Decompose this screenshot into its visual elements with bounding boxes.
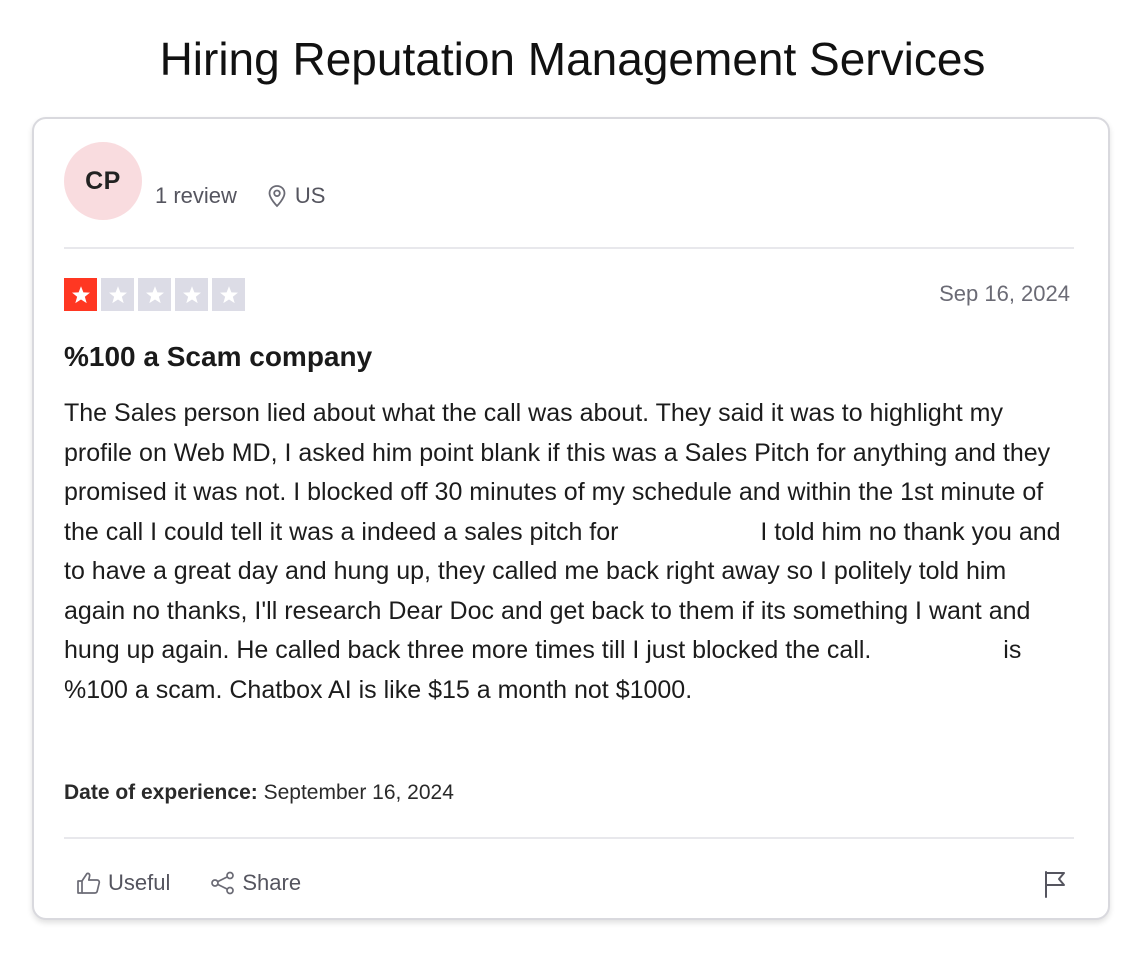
date-of-experience xyxy=(64,781,454,805)
review-body-part: I told him no thank you and to have a great day and hung up, they called me back right away so I politely told him again no thanks, I'll research Dear Doc and get back to them if its something I want and hung up again. He called back three more times till I just blocked the call. xyxy=(64,517,1061,664)
star-icon xyxy=(212,278,245,311)
experience-date: September 16, 2024 xyxy=(263,781,454,804)
star-rating xyxy=(64,278,249,311)
thumbs-up-icon xyxy=(76,871,102,895)
redacted-text xyxy=(625,521,753,545)
review-actions xyxy=(76,870,341,896)
location-label: US xyxy=(294,183,326,208)
useful-button[interactable] xyxy=(76,870,170,896)
report-flag-button[interactable] xyxy=(1042,869,1068,904)
experience-label: Date of experience: xyxy=(64,781,258,804)
avatar[interactable]: CP xyxy=(64,142,142,220)
review-body-part: is %100 a scam. Chatbox AI is like $15 a month not $1000. xyxy=(64,636,1022,704)
review-title[interactable]: %100 a Scam company xyxy=(64,341,373,372)
location xyxy=(267,183,326,209)
star-icon xyxy=(101,278,134,311)
review-body xyxy=(64,394,1074,710)
share-icon xyxy=(210,871,236,895)
flag-icon xyxy=(1042,869,1068,899)
review-count[interactable]: 1 review xyxy=(155,183,237,208)
reviewer-meta xyxy=(155,183,325,209)
share-button[interactable] xyxy=(210,870,301,896)
useful-label: Useful xyxy=(108,870,171,895)
star-icon xyxy=(138,278,171,311)
divider xyxy=(64,837,1074,839)
review-card xyxy=(32,117,1110,920)
page-heading: Hiring Reputation Management Services xyxy=(159,33,986,85)
star-icon xyxy=(64,278,97,311)
divider xyxy=(64,247,1074,249)
share-label: Share xyxy=(242,870,302,895)
review-body-part: The Sales person lied about what the call was about. They said it was to highlight my profile on Web MD, I asked him point blank if this was a Sales Pitch for anything and they promised it was not. I blocked off 30 minutes of my schedule and within the 1st minute of the call I could tell it was a indeed a sales pitch for xyxy=(64,399,1051,546)
review-date: Sep 16, 2024 xyxy=(939,281,1070,306)
redacted-text xyxy=(878,639,996,663)
location-pin-icon xyxy=(267,184,287,208)
star-icon xyxy=(175,278,208,311)
